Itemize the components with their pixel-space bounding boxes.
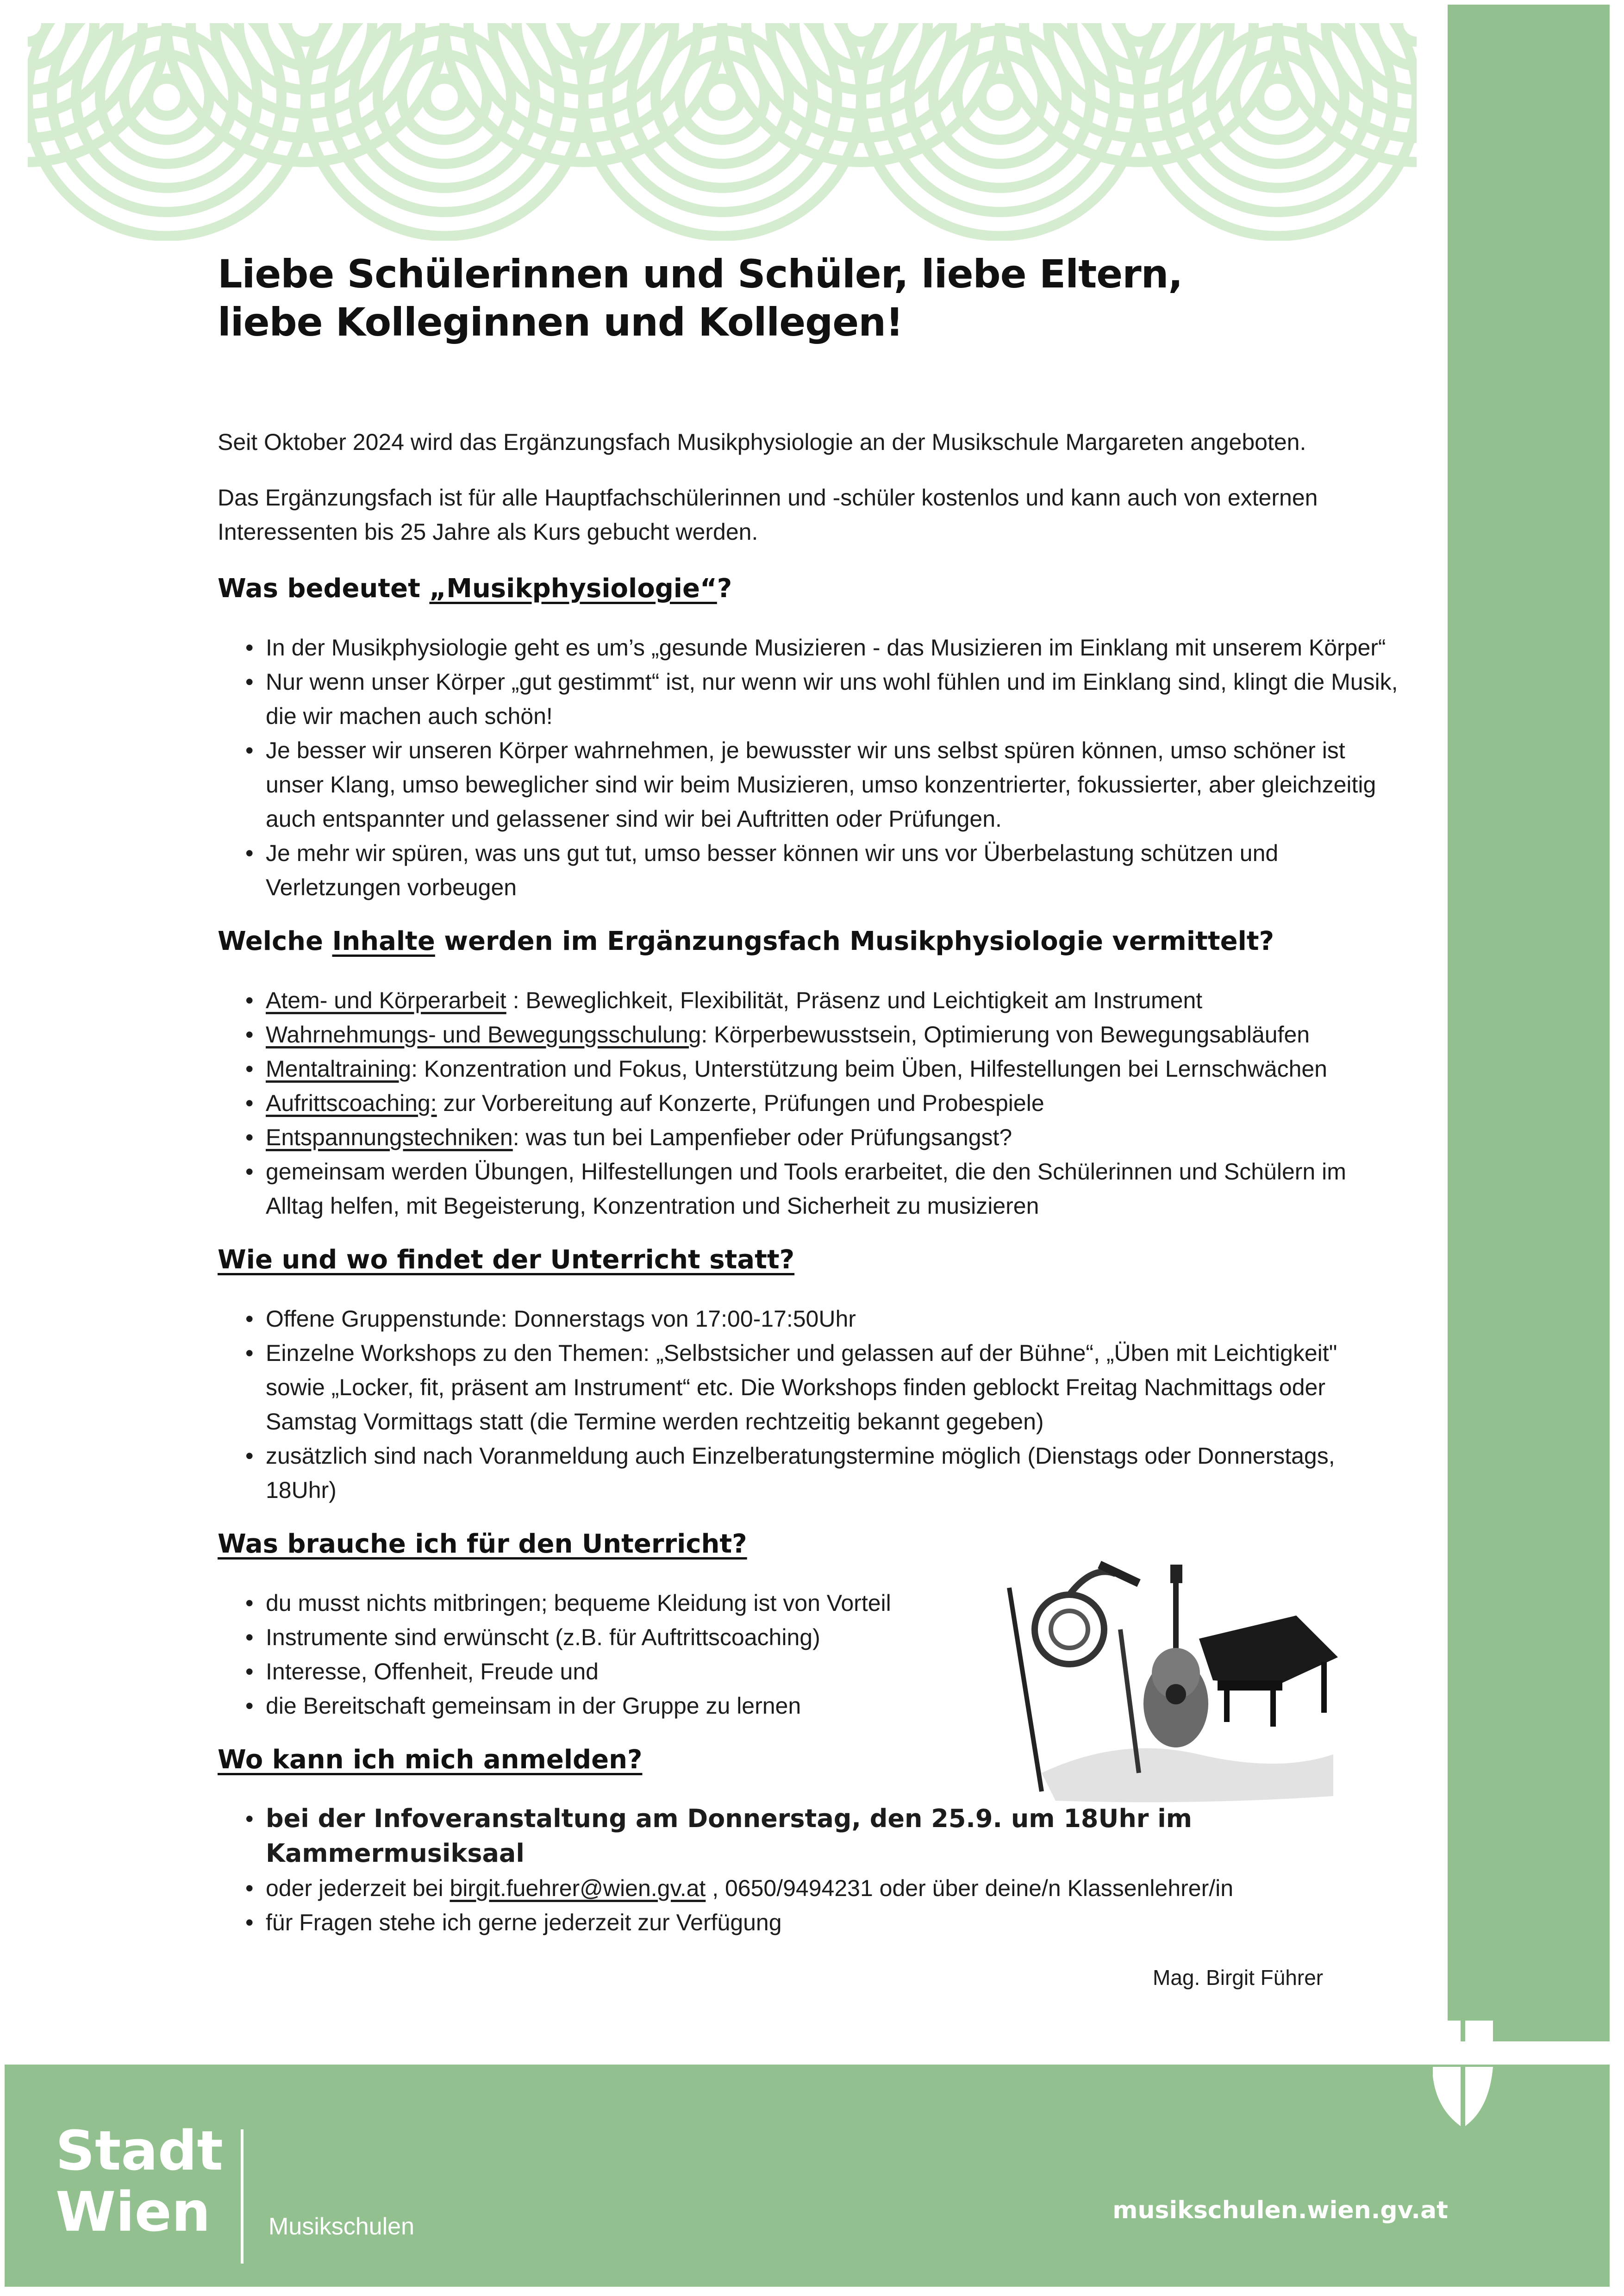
meaning-list xyxy=(245,630,1403,905)
greeting-heading xyxy=(218,250,1403,346)
section-heading-where xyxy=(218,1242,1403,1279)
where-list xyxy=(245,1302,1403,1507)
list-item xyxy=(245,1086,1403,1120)
heading-keyword: Inhalte xyxy=(332,926,435,956)
wave-ring xyxy=(981,79,1018,116)
wave-ring xyxy=(1259,79,1296,116)
intro-paragraph-1: Seit Oktober 2024 wird das Ergänzungsfach Musikphysiologie an der Musikschule Margareten angeboten. xyxy=(218,429,1306,455)
logo-line-2: Wien xyxy=(56,2180,211,2244)
heading-text: Was brauche ich für den Unterricht? xyxy=(218,1529,747,1559)
item-keyword: Aufrittscoaching: xyxy=(266,1090,437,1116)
register-list xyxy=(245,1802,1403,1940)
wave-ring xyxy=(704,79,741,116)
item-text: zur Vorbereitung auf Konzerte, Prüfungen und Probespiele xyxy=(437,1090,1044,1116)
list-item: • Offene Gruppenstunde: Donnerstags von 17:00-17:50Uhr xyxy=(245,1302,1403,1336)
item-text: : Beweglichkeit, Flexibilität, Präsenz und Leichtigkeit am Instrument xyxy=(506,987,1203,1013)
department-name: Musikschulen xyxy=(269,2213,415,2240)
wave-ring xyxy=(124,55,209,140)
greeting-line-2: liebe Kolleginnen und Kollegen! xyxy=(218,299,903,345)
item-keyword: Wahrnehmungs- und Bewegungsschulung xyxy=(266,1022,701,1048)
wave-ring xyxy=(680,55,765,140)
section-heading-contents xyxy=(218,923,1403,960)
list-item: • für Fragen stehe ich gerne jederzeit zur Verfügung xyxy=(245,1905,1403,1940)
item-keyword: Atem- und Körperarbeit xyxy=(266,987,506,1013)
right-green-band xyxy=(1448,5,1610,2041)
info-event-text: bei der Infoveranstaltung am Donnerstag, den 25.9. um 18Uhr im Kammermusiksaal xyxy=(266,1804,1192,1868)
item-text: : Körperbewusstsein, Optimierung von Bewegungsabläufen xyxy=(701,1022,1310,1048)
item-text: oder jederzeit bei xyxy=(266,1875,450,1901)
heading-text: Wo kann ich mich anmelden? xyxy=(218,1745,643,1775)
heading-text: Wie und wo findet der Unterricht statt? xyxy=(218,1245,795,1275)
heading-text: Was bedeutet xyxy=(218,574,430,604)
list-item: • Je besser wir unseren Körper wahrnehmen, je bewusster wir uns selbst spüren können, umso schöner ist unser Klang, umso beweglicher sind wir beim Musizieren, umso konzentrierter, fokussierter, aber gleichzeitig auch entspannter und gelassener sind wir bei Auftritten oder Prüfungen. xyxy=(245,733,1403,836)
heading-keyword: „Musikphysiologie“ xyxy=(429,574,717,604)
logo-line-1: Stadt xyxy=(56,2119,223,2183)
list-item xyxy=(245,1871,1403,1905)
wave-ring xyxy=(426,79,463,116)
item-text: , 0650/9494231 oder über deine/n Klassenlehrer/in xyxy=(706,1875,1234,1901)
signature: Mag. Birgit Führer xyxy=(1153,1965,1324,1990)
heading-text: werden im Ergänzungsfach Musikphysiologie vermittelt? xyxy=(435,926,1274,956)
list-item: • Interesse, Offenheit, Freude und xyxy=(245,1654,1403,1689)
item-keyword: Entspannungstechniken xyxy=(266,1124,513,1150)
list-item xyxy=(245,1120,1403,1154)
section-heading-meaning xyxy=(218,570,1403,607)
wave-ring xyxy=(957,55,1043,140)
heading-text: ? xyxy=(717,574,732,604)
footer-band xyxy=(5,2065,1610,2287)
instruments-illustration xyxy=(1000,1555,1352,1805)
website-url[interactable]: musikschulen.wien.gv.at xyxy=(1112,2196,1448,2224)
heading-text: Welche xyxy=(218,926,332,956)
stadt-wien-logo xyxy=(56,2120,223,2242)
list-item: • du musst nichts mitbringen; bequeme Kleidung ist von Vorteil xyxy=(245,1586,1403,1620)
greeting-line-1: Liebe Schülerinnen und Schüler, liebe Eltern, xyxy=(218,251,1183,297)
wave-ring xyxy=(402,55,487,140)
list-item xyxy=(245,1802,1403,1871)
intro-paragraph-2: Das Ergänzungsfach ist für alle Hauptfachschülerinnen und -schüler kostenlos und kann auch von externen Interessenten bis 25 Jahre als Kurs gebucht werden. xyxy=(218,485,1318,545)
vienna-shield-icon xyxy=(1428,2021,1498,2127)
list-item: • zusätzlich sind nach Voranmeldung auch Einzelberatungstermine möglich (Dienstags oder Donnerstags, 18Uhr) xyxy=(245,1439,1403,1507)
list-item: • Einzelne Workshops zu den Themen: „Selbstsicher und gelassen auf der Bühne“, „Üben mit Leichtigkeit" sowie „Locker, fit, präsent am Instrument“ etc. Die Workshops finden geblockt Freitag Nachmittags oder Samstag Vormittags statt (die Termine werden rechtzeitig bekannt gegeben) xyxy=(245,1336,1403,1439)
item-text: : was tun bei Lampenfieber oder Prüfungsangst? xyxy=(512,1124,1012,1150)
list-item xyxy=(245,1154,1403,1223)
wave-pattern xyxy=(28,23,1417,241)
list-item: • Nur wenn unser Körper „gut gestimmt“ ist, nur wenn wir uns wohl fühlen und im Einklang sind, klingt die Musik, die wir machen auch schön! xyxy=(245,665,1403,733)
item-text: gemeinsam werden Übungen, Hilfestellungen und Tools erarbeitet, die den Schülerinnen und Schülern im Alltag helfen, mit Begeisterung, Konzentration und Sicherheit zu musizieren xyxy=(266,1159,1346,1219)
list-item: • Instrumente sind erwünscht (z.B. für Auftrittscoaching) xyxy=(245,1620,1403,1654)
list-item: • In der Musikphysiologie geht es um’s „gesunde Musizieren - das Musizieren im Einklang mit unserem Körper“ xyxy=(245,630,1403,665)
list-item xyxy=(245,1052,1403,1086)
item-text: : Konzentration und Fokus, Unterstützung beim Üben, Hilfestellungen bei Lernschwächen xyxy=(411,1056,1327,1082)
logo-divider xyxy=(241,2129,244,2264)
list-item xyxy=(245,983,1403,1017)
list-item xyxy=(245,1017,1403,1052)
item-keyword: Mentaltraining xyxy=(266,1056,412,1082)
list-item: • Je mehr wir spüren, was uns gut tut, umso besser können wir uns vor Überbelastung schützen und Verletzungen vorbeugen xyxy=(245,836,1403,905)
wave-ring xyxy=(148,79,185,116)
email-link[interactable]: birgit.fuehrer@wien.gv.at xyxy=(450,1875,706,1901)
wave-ring xyxy=(1235,55,1320,140)
list-item: • die Bereitschaft gemeinsam in der Gruppe zu lernen xyxy=(245,1689,1403,1723)
contents-list xyxy=(245,983,1403,1223)
